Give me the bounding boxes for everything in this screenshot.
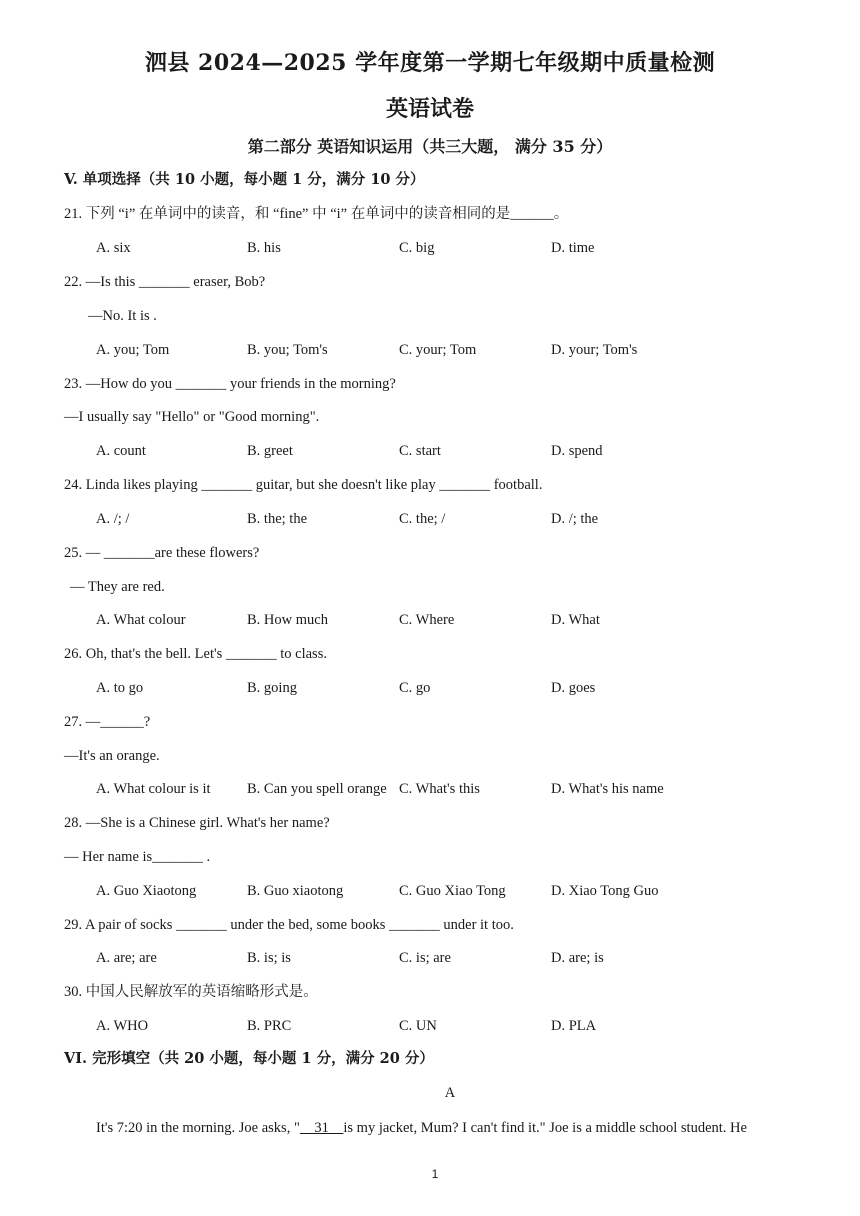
- question-27-option-b: B. Can you spell orange: [247, 781, 387, 797]
- question-25-option-b: B. How much: [247, 612, 328, 628]
- question-27-reply: —It's an orange.: [64, 748, 160, 764]
- exam-title: 泗县 2024—2025 学年度第一学期七年级期中质量检测: [144, 50, 716, 76]
- passage-text: [96, 1119, 747, 1137]
- question-30-option-a: A. WHO: [96, 1018, 149, 1034]
- section-5-heading: V. 单项选择（共 10 小题，每小题 1 分，满分 10 分）: [64, 171, 425, 188]
- question-24-option-a: A. /; /: [96, 511, 130, 527]
- question-23-reply: —I usually say "Hello" or "Good morning".: [64, 409, 320, 425]
- question-30-option-c: C. UN: [399, 1018, 437, 1034]
- question-25-option-a: A. What colour: [96, 612, 186, 628]
- question-28-option-c: C. Guo Xiao Tong: [399, 883, 506, 899]
- question-22-option-c: C. your; Tom: [399, 342, 477, 358]
- part-heading: 第二部分 英语知识运用（共三大题， 满分 35 分）: [247, 137, 613, 156]
- question-23-stem: 23. —How do you _______ your friends in the morning?: [64, 376, 396, 392]
- question-21-option-b: B. his: [247, 240, 281, 256]
- question-21-stem: 21. 下列 “i” 在单词中的读音，和 “fine” 中 “i” 在单词中的读音相同的是______。: [64, 206, 569, 222]
- question-28-reply: — Her name is_______ .: [64, 849, 211, 865]
- question-23-option-d: D. spend: [551, 443, 603, 459]
- question-25-reply: — They are red.: [70, 579, 165, 595]
- question-23-option-a: A. count: [96, 443, 146, 459]
- question-26-option-c: C. go: [399, 680, 431, 696]
- question-27-option-a: A. What colour is it: [96, 781, 211, 797]
- question-27-stem: 27. —______?: [64, 714, 151, 730]
- question-29-option-c: C. is; are: [399, 950, 451, 966]
- question-30-option-d: D. PLA: [551, 1018, 597, 1034]
- question-21-option-d: D. time: [551, 240, 595, 256]
- question-24-option-c: C. the; /: [399, 511, 446, 527]
- question-25-option-c: C. Where: [399, 612, 455, 628]
- question-27-option-d: D. What's his name: [551, 781, 664, 797]
- question-26-option-a: A. to go: [96, 680, 144, 696]
- passage-text-after: is my jacket, Mum? I can't find it." Joe is a middle school student. He: [343, 1120, 747, 1136]
- question-24-option-d: D. /; the: [551, 511, 599, 527]
- question-26-option-b: B. going: [247, 680, 297, 696]
- question-28-stem: 28. —She is a Chinese girl. What's her name?: [64, 815, 330, 831]
- question-27-option-c: C. What's this: [399, 781, 480, 797]
- question-22-option-a: A. you; Tom: [96, 342, 170, 358]
- passage-label: A: [444, 1085, 456, 1101]
- question-30-stem: 30. 中国人民解放军的英语缩略形式是。: [64, 984, 318, 1000]
- question-21-option-c: C. big: [399, 240, 435, 256]
- exam-subtitle: 英语试卷: [385, 96, 474, 122]
- question-29-stem: 29. A pair of socks _______ under the bed, some books _______ under it too.: [64, 917, 514, 933]
- question-29-option-d: D. are; is: [551, 950, 604, 966]
- question-26-stem: 26. Oh, that's the bell. Let's _______ to class.: [64, 646, 327, 662]
- question-22-option-b: B. you; Tom's: [247, 342, 328, 358]
- question-22-stem: 22. —Is this _______ eraser, Bob?: [64, 274, 266, 290]
- passage-text-before: It's 7:20 in the morning. Joe asks, ": [96, 1120, 300, 1136]
- question-30-option-b: B. PRC: [247, 1018, 292, 1034]
- question-22-option-d: D. your; Tom's: [551, 342, 638, 358]
- question-29-option-a: A. are; are: [96, 950, 157, 966]
- question-21-option-a: A. six: [96, 240, 131, 256]
- question-26-option-d: D. goes: [551, 680, 596, 696]
- question-24-stem: 24. Linda likes playing _______ guitar, but she doesn't like play _______ football.: [64, 477, 543, 493]
- question-23-option-c: C. start: [399, 443, 441, 459]
- question-28-option-b: B. Guo xiaotong: [247, 883, 344, 899]
- question-29-option-b: B. is; is: [247, 950, 291, 966]
- page-number: 1: [431, 1167, 439, 1181]
- section-6-heading: VI. 完形填空（共 20 小题，每小题 1 分，满分 20 分）: [64, 1050, 434, 1067]
- question-25-stem: 25. — _______are these flowers?: [64, 545, 260, 561]
- question-22-reply: —No. It is .: [88, 308, 157, 324]
- question-23-option-b: B. greet: [247, 443, 293, 459]
- question-24-option-b: B. the; the: [247, 511, 308, 527]
- question-28-option-a: A. Guo Xiaotong: [96, 883, 197, 899]
- blank-31: 31: [299, 1120, 344, 1136]
- question-28-option-d: D. Xiao Tong Guo: [551, 883, 659, 899]
- question-25-option-d: D. What: [551, 612, 600, 628]
